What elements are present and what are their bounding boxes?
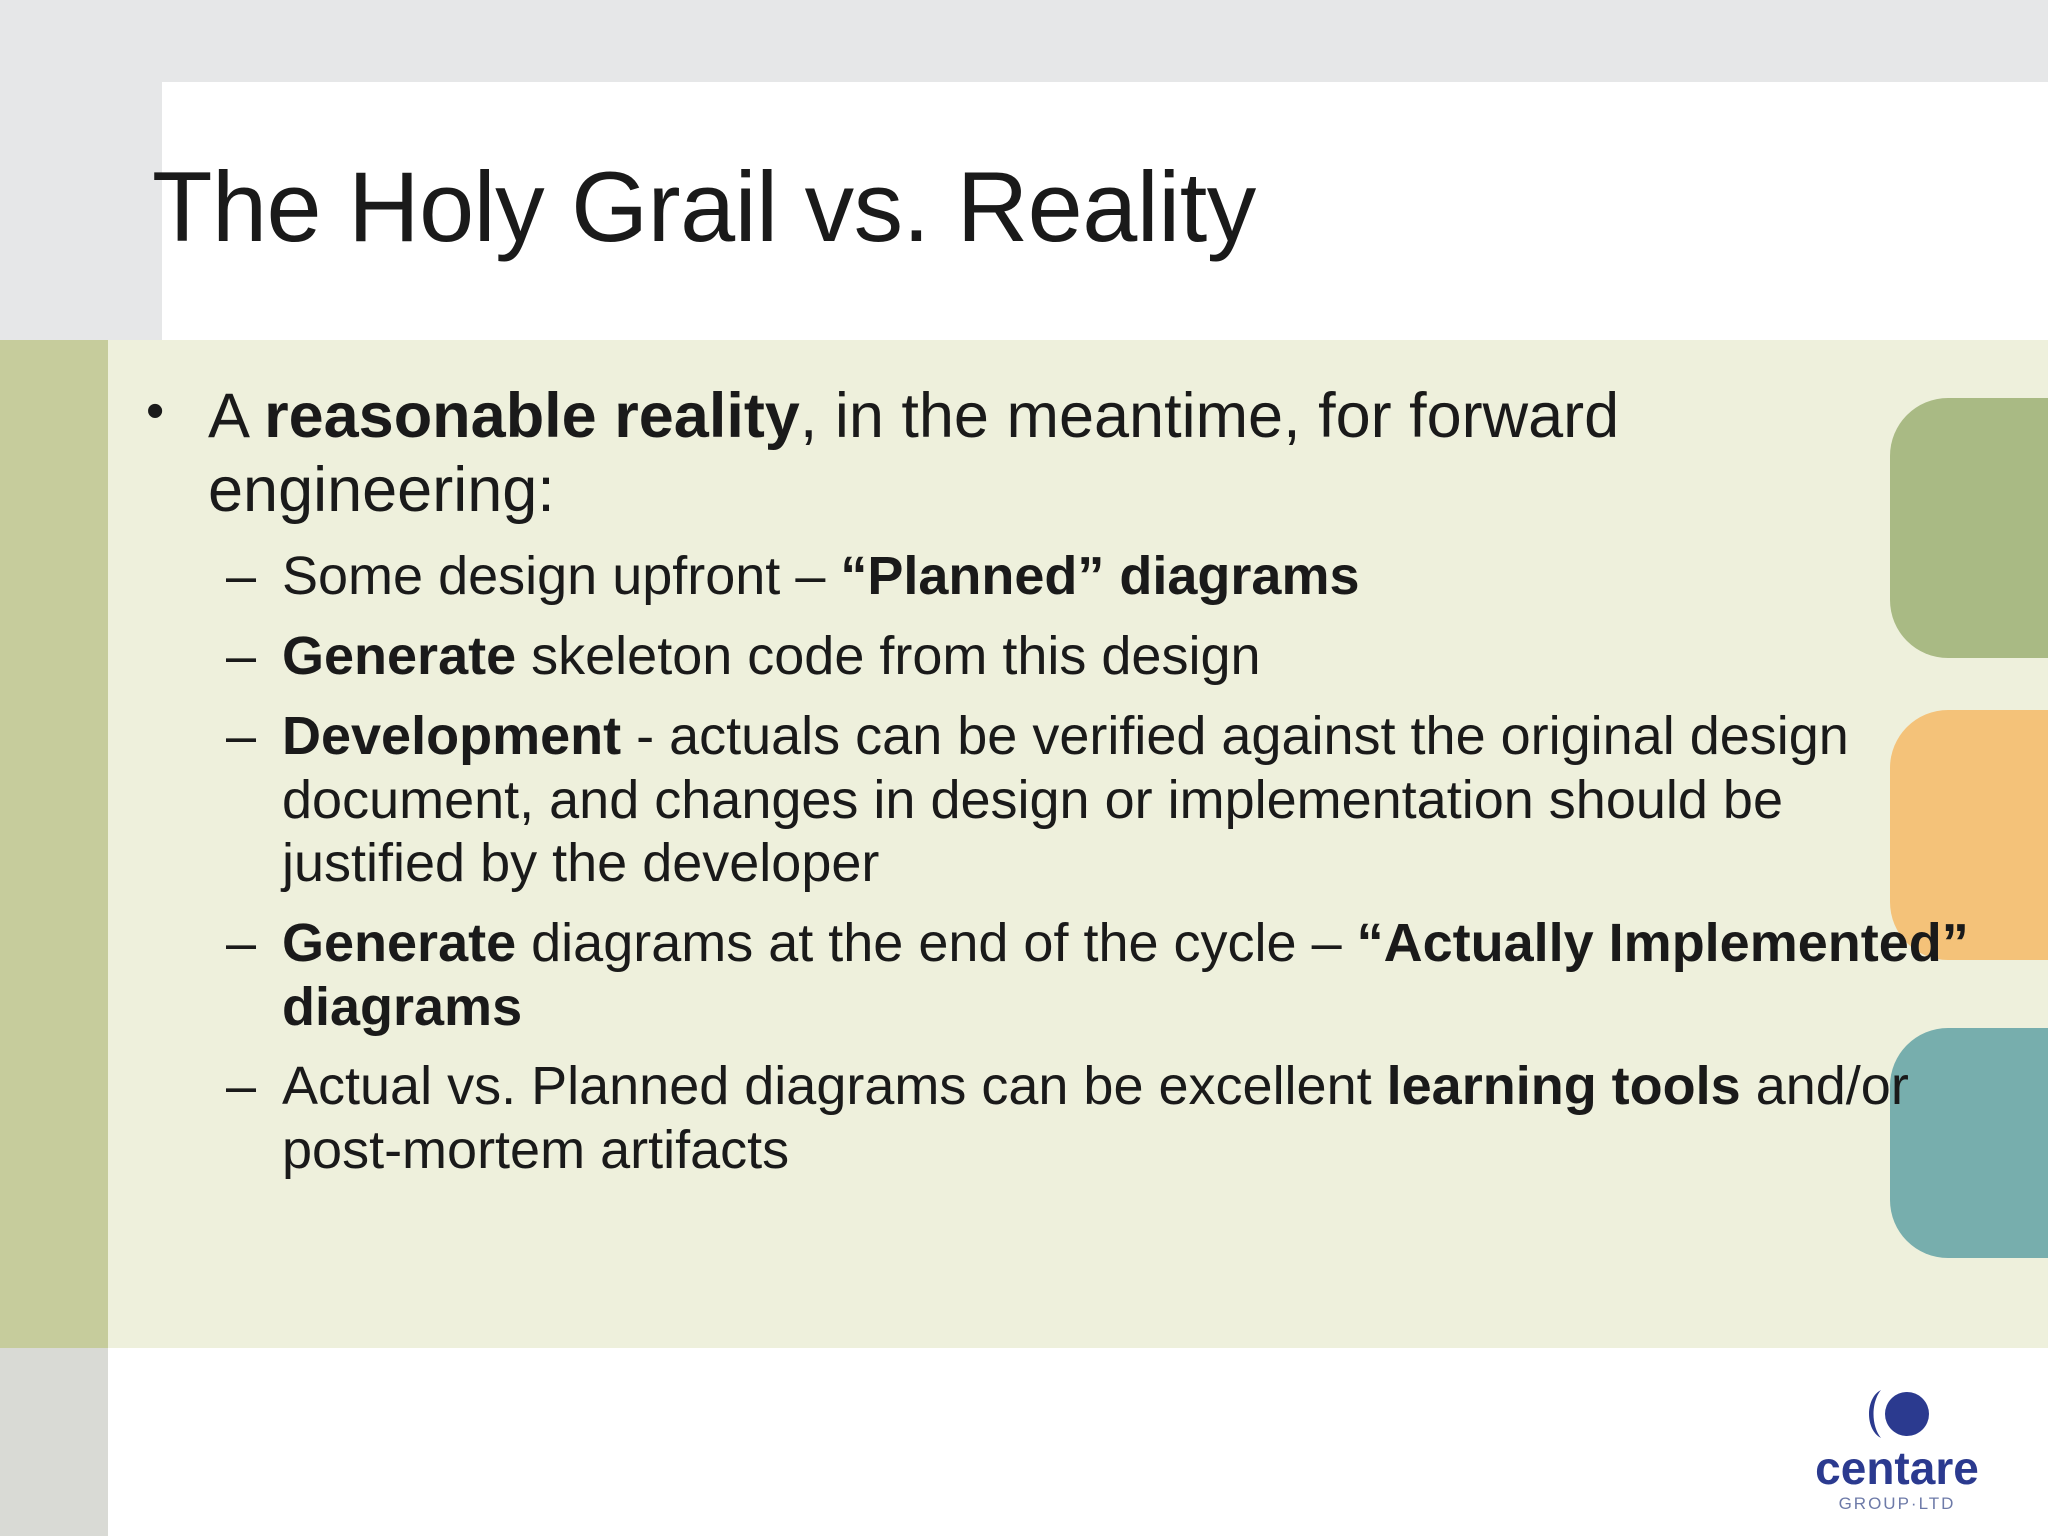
slide-body bbox=[108, 380, 1969, 1185]
slide-title: The Holy Grail vs. Reality bbox=[152, 151, 1256, 262]
bullet-level2 bbox=[108, 1055, 1972, 1182]
bullet-marker: – bbox=[226, 1056, 257, 1117]
bullet-marker: – bbox=[226, 913, 257, 973]
bottom-left-grey-band bbox=[0, 1348, 108, 1536]
bullet-text: Actual vs. Planned diagrams can be excellent learning tools and/or post-mortem artifacts bbox=[282, 1056, 1909, 1181]
bullet-text: Generate skeleton code from this design bbox=[282, 626, 1261, 687]
bullet-text: Generate diagrams at the end of the cycle – “Actually Implemented” diagrams bbox=[282, 913, 1969, 1037]
bullet-marker: • bbox=[146, 382, 165, 440]
bullet-level2 bbox=[108, 912, 1972, 1039]
bullet-text: Development - actuals can be verified against the original design document, and changes in design or implementation should be justified by the developer bbox=[282, 705, 1849, 894]
centare-logo-wordmark: centare bbox=[1815, 1442, 1979, 1494]
bottom-white-band bbox=[108, 1348, 2048, 1536]
bullet-text: A reasonable reality, in the meantime, for forward engineering: bbox=[208, 381, 1620, 525]
bullet-marker: – bbox=[226, 705, 257, 766]
bullet-level2 bbox=[108, 545, 1972, 609]
bullet-level2 bbox=[108, 625, 1972, 689]
bullet-level1 bbox=[108, 380, 1848, 527]
centare-logo-tagline: GROUP·LTD bbox=[1838, 1494, 1956, 1513]
left-olive-band bbox=[0, 340, 108, 1348]
centare-logo bbox=[1802, 1385, 1992, 1514]
top-grey-band bbox=[0, 0, 2048, 82]
centare-logo-icon bbox=[1802, 1385, 1992, 1443]
bullet-marker: – bbox=[226, 546, 257, 607]
bullet-level2 bbox=[108, 705, 1972, 896]
bullet-text: Some design upfront – “Planned” diagrams bbox=[282, 546, 1360, 607]
bullet-marker: – bbox=[226, 626, 257, 687]
